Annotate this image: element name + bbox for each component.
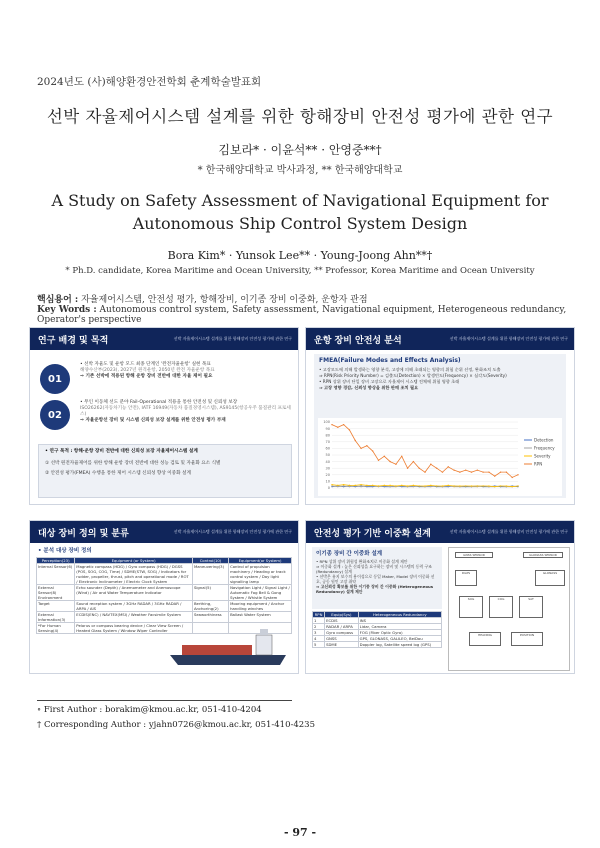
data-point xyxy=(337,485,338,486)
data-point xyxy=(482,485,483,486)
paper-title-english: A Study on Safety Assessment of Navigational Equipment for Autonomous Ship Control System Design xyxy=(51,191,549,233)
panel-redundancy-design xyxy=(305,520,575,674)
table-row xyxy=(313,642,442,648)
table-cell: Doppler log, Satellite speed log (GPS) xyxy=(358,642,441,648)
panel-header xyxy=(30,521,298,543)
data-point xyxy=(337,486,338,487)
diagram-box: POSITION xyxy=(511,632,543,646)
table-header-cell: Equipment (or System) xyxy=(75,558,193,564)
panel-title: 안전성 평가 기반 이중화 설계 xyxy=(314,528,431,539)
data-point xyxy=(418,468,419,469)
data-point xyxy=(372,450,373,451)
data-point xyxy=(465,469,466,470)
table-cell: 2 xyxy=(313,624,325,630)
y-tick-label: 40 xyxy=(325,459,330,464)
data-point xyxy=(506,471,507,472)
table-cell: Magnetic compass (HDG) / Gyro compass (HDG) / DGSS (POS, SOG, COG, Time) / SDME(STW, SOG) / Indicators for rudder, propeller, thrust, pitch and operational mode / ROT / Electronic Inclinometer / Electric Clock System xyxy=(75,564,193,585)
data-point xyxy=(418,485,419,486)
data-point xyxy=(401,456,402,457)
keywords-korean-label: 핵심용어 : xyxy=(37,295,79,305)
panel-header xyxy=(306,328,574,350)
table-cell: Control of propulsion machinery / Heading or track control system / Day light signalling lamp xyxy=(229,564,292,585)
data-point xyxy=(471,485,472,486)
data-point xyxy=(331,485,332,486)
item2-line: ⇒ 자율운항선 장비 및 시스템 신뢰성 보장 설계를 위한 안전성 평가 부재 xyxy=(80,418,226,423)
table-cell: Gyro compass xyxy=(325,630,359,636)
data-point xyxy=(424,471,425,472)
data-point xyxy=(331,424,332,425)
redundancy-text-box xyxy=(312,547,442,609)
panel-subtitle: 선박 자율제어시스템 설계를 위한 항해장비 안전성 평가에 관한 연구 xyxy=(449,529,568,534)
data-point xyxy=(337,427,338,428)
table-cell: 4 xyxy=(313,636,325,642)
goal-title: • 연구 목적 : 항해·운항 장비 전반에 대한 신뢰성 보장 자율제어시스템 설계 xyxy=(45,449,198,454)
diagram-box: HEADING xyxy=(469,632,501,646)
redundancy-line: ⇒ 고신뢰성 확보를 위한 이기종 장비 간 이중화 (Heterogeneous Redundancy) 설계 제안 xyxy=(316,584,434,594)
table-cell: GNSS xyxy=(325,636,359,642)
data-point xyxy=(331,484,332,485)
keywords-korean-text: 자율제어시스템, 안전성 평가, 항해장비, 이기종 장비 이중화, 운항자 관점 xyxy=(81,295,368,305)
data-point xyxy=(343,424,344,425)
data-point xyxy=(413,486,414,487)
data-point xyxy=(453,469,454,470)
diagram-box: GNSS SENSOR xyxy=(455,552,493,558)
data-point xyxy=(511,486,512,487)
table-cell: GPS, GLONASS, GALILEO, BeiDou xyxy=(358,636,441,642)
data-point xyxy=(517,474,518,475)
keywords-english xyxy=(37,305,600,325)
diagram-box: COG xyxy=(489,596,513,618)
affiliation-korean: * 한국해양대학교 박사과정, ** 한국해양대학교 xyxy=(197,165,403,176)
data-point xyxy=(506,485,507,486)
item1-text xyxy=(80,362,290,380)
y-tick-label: 0 xyxy=(327,486,330,491)
affiliation-english: * Ph.D. candidate, Korea Maritime and Ocean University, ** Professor, Korea Maritime and Ocean University xyxy=(65,266,535,276)
data-point xyxy=(349,429,350,430)
table-cell: ECDIS xyxy=(325,618,359,624)
table-cell: SDME xyxy=(325,642,359,648)
diagram-box: SOG xyxy=(459,596,483,618)
conference-name: 2024년도 (사)해양환경안전학회 춘계학술발표회 xyxy=(37,76,262,88)
goal-item: ② 안전성 평가(FMEA) 수행을 통한 제어 시스템 신뢰성 향상 이중화 설계 xyxy=(45,471,191,476)
panel-title: 운항 장비 안전성 분석 xyxy=(314,335,402,346)
data-point xyxy=(430,485,431,486)
legend-label: Frequency xyxy=(534,445,555,451)
data-point xyxy=(465,485,466,486)
redundancy-box-title: 이기종 장비 간 이중화 설계 xyxy=(316,551,383,557)
item1-line: ⇒ 기존 선박에 적용된 항해 운항 장비 전반에 대한 자율 제어 필요 xyxy=(80,374,213,379)
keywords-english-text: Autonomous control system, Safety assessment, Navigational equipment, Heterogeneous redundancy, Operator's perspective xyxy=(37,305,567,325)
table-row xyxy=(37,612,292,623)
table-row xyxy=(313,636,442,642)
y-tick-label: 30 xyxy=(325,466,330,471)
data-point xyxy=(448,485,449,486)
table-cell: ECDIS(ENC) / NAVTEX(MSI) / Weather Facsimile System xyxy=(75,612,193,623)
panel-subtitle: 선박 자율제어시스템 설계를 위한 항해장비 안전성 평가에 관한 연구 xyxy=(173,529,292,534)
legend-label: Detection xyxy=(534,437,554,443)
table-cell: Target xyxy=(37,601,75,612)
data-point xyxy=(384,456,385,457)
data-point xyxy=(436,468,437,469)
fmea-title: FMEA(Failure Modes and Effects Analysis) xyxy=(319,357,461,364)
data-point xyxy=(349,486,350,487)
redundancy-line: • RPN 상위 장비 위험성 완화조치로 이중화 설계 제안 xyxy=(316,559,408,564)
table-cell: Signal(5) xyxy=(192,585,228,601)
table-cell: RADAR / ARPA xyxy=(325,624,359,630)
data-point xyxy=(407,468,408,469)
item2-text xyxy=(80,400,292,424)
table-cell: Seaworthiness xyxy=(192,612,228,623)
fmea-line: ⇒ RPN(Risk Priority Number) = 검출도(Detection) × 발생빈도(Frequency) × 심각도(Severity) xyxy=(319,373,507,378)
table-header-cell: Equipment(or System) xyxy=(229,558,292,564)
data-point xyxy=(453,485,454,486)
panel-title: 연구 배경 및 목적 xyxy=(38,335,109,346)
table-cell: 3 xyxy=(313,630,325,636)
table-cell: Internal Sensor(6) xyxy=(37,564,75,585)
equipment-table xyxy=(36,557,292,634)
table-cell: Lidar, Camera xyxy=(358,624,441,630)
data-point xyxy=(471,471,472,472)
data-point xyxy=(477,485,478,486)
data-point xyxy=(384,485,385,486)
diagram-box: GLONASS SENSOR xyxy=(523,552,563,558)
keywords-korean xyxy=(37,292,368,305)
y-tick-label: 50 xyxy=(325,453,330,458)
authors-korean: 김보라* · 이윤석** · 안영중**† xyxy=(218,143,382,157)
fmea-line: • RPN 상위 장비 단일 장비 고장으로 자율제어 시스템 전체에 위험 영향 초래 xyxy=(319,379,460,384)
y-tick-label: 20 xyxy=(325,473,330,477)
y-tick-label: 60 xyxy=(325,446,330,451)
table-cell: Sound reception system / 3GHz RADAR / 3GHz RADAR / ARPA / AIS xyxy=(75,601,193,612)
panel-research-background xyxy=(29,327,299,505)
data-point xyxy=(366,485,367,486)
table-cell: External Sensor(8) Environment xyxy=(37,585,75,601)
table-header-cell: Perception(23) xyxy=(37,558,75,564)
footnote-divider xyxy=(37,700,292,701)
section-title: • 분석 대상 장비 정의 xyxy=(38,548,92,554)
data-point xyxy=(360,484,361,485)
data-point xyxy=(477,469,478,470)
diagram-box: SAT xyxy=(519,596,543,618)
page-number: - 97 - xyxy=(283,826,317,839)
y-tick-label: 90 xyxy=(325,426,330,431)
panel-equipment-classification xyxy=(29,520,299,674)
data-point xyxy=(372,485,373,486)
table-cell: INS xyxy=(358,618,441,624)
rpn-line-chart xyxy=(318,418,562,496)
table-row xyxy=(37,601,292,612)
table-cell: Maneuvering(3) xyxy=(192,564,228,585)
table-header-row xyxy=(313,612,442,618)
table-cell: Navigation Light / Signal Light / Automatic Fog Bell & Gong System / Whistle System xyxy=(230,585,290,600)
data-point xyxy=(494,475,495,476)
data-point xyxy=(343,485,344,486)
table-cell: External Information(3) xyxy=(37,612,75,623)
data-point xyxy=(407,485,408,486)
data-point xyxy=(442,485,443,486)
item-number-badge: 02 xyxy=(40,400,70,430)
data-point xyxy=(488,471,489,472)
data-point xyxy=(360,448,361,449)
goal-item: ① 선박 원전자율제어를 위한 항해 운항 장비 전반에 대한 성능 검토 및 자율화 요소 식별 xyxy=(45,461,221,466)
footnote-first-author: ∘ First Author : borakim@kmou.ac.kr, 051-410-4204 xyxy=(37,705,262,715)
table-cell: Pelorus or compass bearing device / Clear View Screen / Heated Glass System / Window Wiper Controller xyxy=(75,623,193,634)
table-cell: FOG (Fiber Optic Gyro) xyxy=(358,630,441,636)
data-point xyxy=(349,485,350,486)
data-point xyxy=(442,471,443,472)
data-point xyxy=(355,440,356,441)
data-point xyxy=(448,466,449,467)
redundancy-line: • 선박은 유지 보수의 용이성으로 동일 Maker, Model 장비 이중화 선호, 공동 원인 고장 취약 xyxy=(316,574,435,584)
diagram-box: GLONASS xyxy=(535,570,565,586)
item-number-badge: 01 xyxy=(40,364,70,394)
data-point xyxy=(511,477,512,478)
y-tick-label: 80 xyxy=(325,433,330,438)
data-point xyxy=(500,485,501,486)
data-point xyxy=(436,485,437,486)
authors-english: Bora Kim* · Yunsok Lee** · Young-Joong Ahn**† xyxy=(167,249,433,262)
data-point xyxy=(395,485,396,486)
panel-subtitle: 선박 자율제어시스템 설계를 위한 항해장비 안전성 평가에 관한 연구 xyxy=(449,336,568,341)
y-tick-label: 100 xyxy=(323,420,330,425)
data-point xyxy=(517,485,518,486)
footnote-corresponding-author: † Corresponding Author : yjahn0726@kmou.ac.kr, 051-410-4235 xyxy=(37,720,315,730)
table-cell: 1 xyxy=(313,618,325,624)
data-point xyxy=(459,471,460,472)
data-point xyxy=(389,485,390,486)
table-header-cell: RPN xyxy=(313,612,325,618)
ship-illustration xyxy=(166,625,294,669)
data-point xyxy=(355,485,356,486)
item2-line: • 무인 이동체 선도 분야 Fail-Operational 적용을 통한 안전성 및 신뢰성 보장 xyxy=(80,400,238,405)
panel-title: 대상 장비 정의 및 분류 xyxy=(38,528,129,539)
fmea-line: ⇒ 고장 영향 경감, 신뢰성 향상을 위한 판매 조치 필요 xyxy=(319,385,419,390)
data-point xyxy=(389,486,390,487)
fmea-box xyxy=(314,354,566,498)
fmea-line: • 고장모드에 의해 발생하는 영향 분석, 고장에 의해 초래되는 영향의 위험 순위 선정, 완화조치 도출 xyxy=(319,367,501,372)
table-row xyxy=(37,585,292,601)
data-point xyxy=(494,486,495,487)
data-point xyxy=(413,485,414,486)
data-point xyxy=(430,464,431,465)
research-goal-box xyxy=(38,444,292,498)
data-point xyxy=(430,486,431,487)
table-header-cell: Equip(Sys) xyxy=(325,612,359,618)
data-point xyxy=(459,485,460,486)
redundancy-table xyxy=(312,611,442,648)
diagram-box: DGPS xyxy=(455,570,477,586)
data-point xyxy=(488,485,489,486)
data-point xyxy=(424,485,425,486)
table-header-cell: Control(10) xyxy=(192,558,228,564)
keywords-english-label: Key Words : xyxy=(37,305,97,315)
table-cell: Berthing, Anchoring(2) xyxy=(192,601,228,612)
data-point xyxy=(360,486,361,487)
data-point xyxy=(343,484,344,485)
data-point xyxy=(395,464,396,465)
panel-safety-analysis xyxy=(305,327,575,505)
panel-subtitle: 선박 자율제어시스템 설계를 위한 항해장비 안전성 평가에 관한 연구 xyxy=(173,336,292,341)
data-point xyxy=(366,445,367,446)
chart-background xyxy=(318,418,562,496)
data-point xyxy=(500,471,501,472)
item1-line: • 선박 자율도 및 운항 모드 최종 단계인 '완전자율운항' 실현 목표 xyxy=(80,362,211,367)
legend-label: Severity xyxy=(534,453,551,459)
y-tick-label: 70 xyxy=(325,440,330,444)
legend-label: RPN xyxy=(534,461,543,467)
data-point xyxy=(378,485,379,486)
table-cell: Mooring equipment / Anchor handling winches xyxy=(229,601,292,612)
table-cell: Echo sounder (Depth) / Anemometer and Anemoscope (Wind) / Air and Water Temperature Indicator xyxy=(75,585,193,601)
table-header-cell: Heterogeneous Redundancy xyxy=(358,612,441,618)
redundancy-diagram xyxy=(448,547,570,671)
data-point xyxy=(378,460,379,461)
table-cell: Ballast Water System xyxy=(229,612,292,623)
panel-header xyxy=(30,328,298,350)
table-cell: *For Human Sensing(4) xyxy=(37,623,75,634)
paper-title-korean: 선박 자율제어시스템 설계를 위한 항해장비 안전성 평가에 관한 연구 xyxy=(46,107,554,126)
data-point xyxy=(413,461,414,462)
y-tick-label: 10 xyxy=(325,479,330,484)
item1-line: 해양수산부(2023), 2027년 원격운항, 2050년 완전 자율운항 목표 xyxy=(80,368,215,373)
table-row xyxy=(37,564,292,585)
panel-header xyxy=(306,521,574,543)
item2-line: ISO26262(자동차기능 안전), IATF 16949(자동차 품질경영시스템), AS9145(항공우주 품질관리 프로세스) xyxy=(80,406,291,417)
data-point xyxy=(401,485,402,486)
data-point xyxy=(482,471,483,472)
redundancy-line: ⇒ 이중화 설계 : 높은 신뢰성을 요구하는 장비 및 시스템의 동력 구조(Redundancy) 설계 xyxy=(316,564,432,574)
table-cell: 5 xyxy=(313,642,325,648)
data-point xyxy=(389,461,390,462)
